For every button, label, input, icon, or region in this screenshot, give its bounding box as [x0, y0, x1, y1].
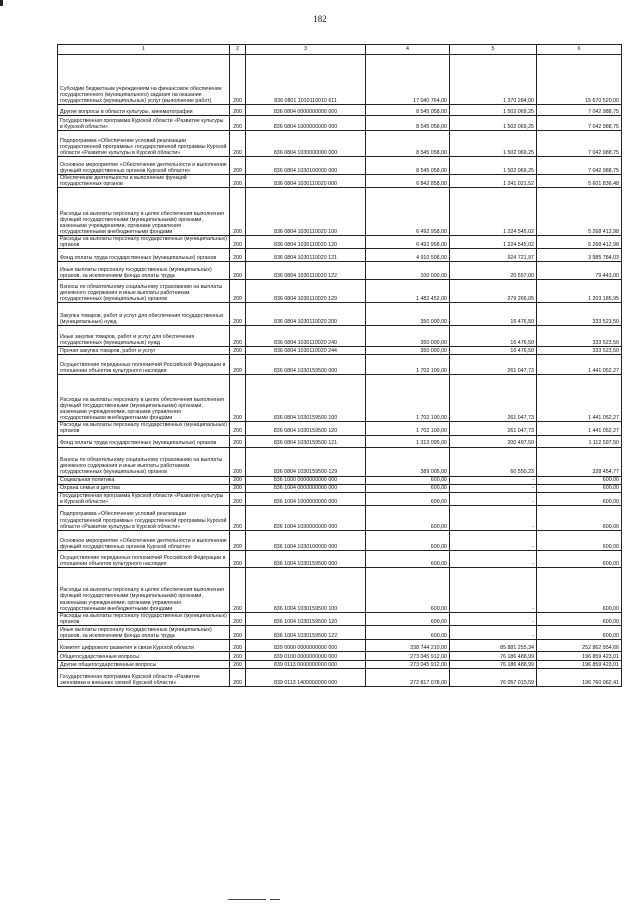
line-code: 200	[230, 435, 246, 447]
unexecuted-amount: 600,00	[537, 625, 622, 639]
row-name: Расходы на выплаты персоналу в целях обеспечения выполнения функций государственными (муниципальными) органами, казенными учреждениями, органами управления государственными внебюджетными фондами	[58, 375, 230, 422]
column-number: 6	[537, 45, 622, 55]
executed-amount: -	[450, 484, 537, 492]
unexecuted-amount: 333 523,50	[537, 303, 622, 326]
unexecuted-amount: 600,00	[537, 505, 622, 530]
row-name: Обеспечение деятельности и выполнение функций государственных органов	[58, 175, 230, 188]
approved-amount: 338 744 210,00	[366, 639, 450, 651]
unexecuted-amount: 15 670 520,00	[537, 55, 622, 105]
approved-amount: 350 000,00	[366, 347, 450, 355]
approved-amount: 350 000,00	[366, 326, 450, 347]
budget-classification-code: 836 0804 1030000000 000	[246, 131, 366, 157]
column-number: 3	[246, 45, 366, 55]
approved-amount: 8 545 058,00	[366, 116, 450, 131]
budget-classification-code: 836 0804 1030110020 129	[246, 280, 366, 303]
approved-amount: 4 910 506,00	[366, 249, 450, 262]
executed-amount: 76 186 488,99	[450, 651, 537, 660]
line-code: 200	[230, 660, 246, 668]
approved-amount: 273 045 912,00	[366, 660, 450, 668]
table-row	[58, 567, 622, 612]
table-row	[58, 249, 622, 262]
row-name: Взносы по обязательному социальному страхованию на выплаты денежного содержания и иные выплаты работникам государственных (муниципальных) органов	[58, 447, 230, 476]
executed-amount: 85 881 255,34	[450, 639, 537, 651]
executed-amount: 76 186 488,99	[450, 660, 537, 668]
budget-classification-code: 836 0804 1030110020 200	[246, 303, 366, 326]
row-name: Общегосударственные вопросы	[58, 651, 230, 660]
budget-classification-code: 836 1004 1030159500 000	[246, 550, 366, 567]
table-row	[58, 435, 622, 447]
budget-classification-code: 836 1000 0000000000 000	[246, 476, 366, 484]
row-name: Фонд оплаты труда государственных (муниципальных) органов	[58, 435, 230, 447]
executed-amount: 1 502 069,25	[450, 131, 537, 157]
table-row	[58, 131, 622, 157]
executed-amount: 1 502 069,25	[450, 157, 537, 175]
executed-amount: 16 476,50	[450, 326, 537, 347]
unexecuted-amount: 1 203 185,95	[537, 280, 622, 303]
approved-amount: 1 702 100,00	[366, 355, 450, 375]
table-row	[58, 625, 622, 639]
approved-amount: 1 702 100,00	[366, 375, 450, 422]
unexecuted-amount: 196 760 062,41	[537, 668, 622, 686]
line-code: 200	[230, 505, 246, 530]
executed-amount: 200 497,50	[450, 435, 537, 447]
line-code: 200	[230, 550, 246, 567]
line-code: 200	[230, 236, 246, 249]
row-name: Осуществление переданных полномочий Российской Федерации в отношении объектов культурного наследия	[58, 355, 230, 375]
line-code: 200	[230, 105, 246, 116]
budget-classification-code: 836 0804 1030110020 240	[246, 326, 366, 347]
budget-table	[57, 44, 622, 687]
table-row	[58, 326, 622, 347]
unexecuted-amount: 196 859 423,01	[537, 660, 622, 668]
row-name: Расходы на выплаты персоналу государственных (муниципальных) органов	[58, 236, 230, 249]
unexecuted-amount: 5 268 412,98	[537, 236, 622, 249]
table-row	[58, 492, 622, 505]
approved-amount: 6 842 858,00	[366, 175, 450, 188]
unexecuted-amount: 600,00	[537, 492, 622, 505]
approved-amount: 600,00	[366, 476, 450, 484]
executed-amount: -	[450, 530, 537, 550]
column-number-row	[58, 45, 622, 55]
table-row	[58, 116, 622, 131]
budget-classification-code: 836 0801 1010110010 611	[246, 55, 366, 105]
budget-classification-code: 836 0804 1030159500 121	[246, 435, 366, 447]
budget-classification-code: 836 0804 1030159500 100	[246, 375, 366, 422]
line-code: 200	[230, 262, 246, 280]
line-code: 200	[230, 422, 246, 435]
table-row	[58, 550, 622, 567]
line-code: 200	[230, 157, 246, 175]
approved-amount: 17 040 764,00	[366, 55, 450, 105]
executed-amount: 60 550,23	[450, 447, 537, 476]
row-name: Расходы на выплаты персоналу государственных (муниципальных) органов	[58, 612, 230, 625]
executed-amount: 1 224 545,02	[450, 236, 537, 249]
line-code: 200	[230, 55, 246, 105]
row-name: Иные выплаты персоналу государственных (муниципальных) органов, за исключением фонда оплаты труда	[58, 262, 230, 280]
table-row	[58, 262, 622, 280]
line-code: 200	[230, 476, 246, 484]
row-name: Расходы на выплаты персоналу государственных (муниципальных) органов	[58, 422, 230, 435]
unexecuted-amount: 3 985 784,03	[537, 249, 622, 262]
footer-mark	[228, 899, 266, 900]
budget-classification-code: 836 0804 1030159500 129	[246, 447, 366, 476]
approved-amount: 389 005,00	[366, 447, 450, 476]
budget-classification-code: 836 0804 1030110020 244	[246, 347, 366, 355]
budget-classification-code: 836 1004 1030100000 000	[246, 530, 366, 550]
unexecuted-amount: 1 112 597,50	[537, 435, 622, 447]
line-code: 200	[230, 484, 246, 492]
row-name: Подпрограмма «Обеспечение условий реализации государственной программы» государственной программы Курской области «Развитие культуры в Курской области»	[58, 505, 230, 530]
unexecuted-amount: 1 441 052,27	[537, 422, 622, 435]
approved-amount: 1 702 100,00	[366, 422, 450, 435]
unexecuted-amount: 328 454,77	[537, 447, 622, 476]
table-row	[58, 612, 622, 625]
budget-classification-code: 836 1004 1030159500 100	[246, 567, 366, 612]
row-name: Закупка товаров, работ и услуг для обеспечения государственных (муниципальных) нужд	[58, 303, 230, 326]
line-code: 200	[230, 347, 246, 355]
row-name: Государственная программа Курской области «Развитие культуры в Курской области»	[58, 116, 230, 131]
row-name: Расходы на выплаты персоналу в целях обеспечения выполнения функций государственными (муниципальными) органами, казенными учреждениями, органами управления государственными внебюджетными фондами	[58, 567, 230, 612]
table-row	[58, 157, 622, 175]
row-name: Взносы по обязательному социальному страхованию на выплаты денежного содержания и иные выплаты работникам государственных (муниципальных) органов	[58, 280, 230, 303]
scan-edge-mark	[0, 0, 3, 6]
page-number: 182	[313, 14, 327, 24]
line-code: 200	[230, 249, 246, 262]
approved-amount: 600,00	[366, 612, 450, 625]
unexecuted-amount: 252 862 954,66	[537, 639, 622, 651]
table-row	[58, 55, 622, 105]
row-name: Охрана семьи и детства	[58, 484, 230, 492]
row-name: Прочая закупка товаров, работ и услуг	[58, 347, 230, 355]
unexecuted-amount: 600,00	[537, 484, 622, 492]
line-code: 200	[230, 131, 246, 157]
table-row	[58, 530, 622, 550]
unexecuted-amount: 7 042 988,75	[537, 157, 622, 175]
row-name: Субсидии бюджетным учреждениям на финансовое обеспечение государственного (муниципального) задания на оказание государственных (муниципальных) услуг (выполнение работ)	[58, 55, 230, 105]
unexecuted-amount: 79 443,00	[537, 262, 622, 280]
budget-classification-code: 836 1004 1030159500 120	[246, 612, 366, 625]
approved-amount: 350 000,00	[366, 303, 450, 326]
table-row	[58, 175, 622, 188]
budget-classification-code: 836 0804 1030159500 120	[246, 422, 366, 435]
unexecuted-amount: 333 523,50	[537, 347, 622, 355]
budget-classification-code: 836 0804 1030110020 121	[246, 249, 366, 262]
row-name: Государственная программа Курской области «Развитие культуры в Курской области»	[58, 492, 230, 505]
executed-amount: 261 047,73	[450, 422, 537, 435]
unexecuted-amount: 1 441 052,27	[537, 375, 622, 422]
executed-amount: 1 224 545,02	[450, 188, 537, 236]
row-name: Расходы на выплаты персоналу в целях обеспечения выполнения функций государственными (муниципальными) органами, казенными учреждениями, органами управления государственными внебюджетными фондами	[58, 188, 230, 236]
unexecuted-amount: 5 268 412,98	[537, 188, 622, 236]
line-code: 200	[230, 567, 246, 612]
line-code: 200	[230, 612, 246, 625]
line-code: 200	[230, 668, 246, 686]
row-name: Иные закупки товаров, работ и услуг для обеспечения государственных (муниципальных) нужд	[58, 326, 230, 347]
budget-classification-code: 839 0100 0000000000 000	[246, 651, 366, 660]
approved-amount: 600,00	[366, 492, 450, 505]
executed-amount: 16 476,50	[450, 303, 537, 326]
column-number: 4	[366, 45, 450, 55]
row-name: Иные выплаты персоналу государственных (муниципальных) органов, за исключением фонда оплаты труда	[58, 625, 230, 639]
executed-amount: 20 557,00	[450, 262, 537, 280]
budget-classification-code: 839 0113 0000000000 000	[246, 660, 366, 668]
column-number: 2	[230, 45, 246, 55]
approved-amount: 272 817 078,00	[366, 668, 450, 686]
unexecuted-amount: 7 042 988,75	[537, 131, 622, 157]
budget-classification-code: 836 1004 0000000000 000	[246, 484, 366, 492]
unexecuted-amount: 1 441 052,27	[537, 355, 622, 375]
line-code: 200	[230, 326, 246, 347]
budget-classification-code: 836 0804 1030110020 122	[246, 262, 366, 280]
budget-classification-code: 836 0804 1030159500 000	[246, 355, 366, 375]
line-code: 200	[230, 530, 246, 550]
approved-amount: 600,00	[366, 530, 450, 550]
executed-amount: 279 266,05	[450, 280, 537, 303]
row-name: Комитет цифрового развития и связи Курской области	[58, 639, 230, 651]
line-code: 200	[230, 303, 246, 326]
budget-classification-code: 839 0113 1400000000 000	[246, 668, 366, 686]
line-code: 200	[230, 639, 246, 651]
executed-amount: -	[450, 550, 537, 567]
approved-amount: 600,00	[366, 567, 450, 612]
budget-classification-code: 836 0804 1030110020 100	[246, 188, 366, 236]
unexecuted-amount: 600,00	[537, 612, 622, 625]
table-row	[58, 422, 622, 435]
approved-amount: 6 492 958,00	[366, 188, 450, 236]
approved-amount: 1 313 095,00	[366, 435, 450, 447]
budget-classification-code: 836 0804 1000000000 000	[246, 116, 366, 131]
footer-mark	[270, 899, 280, 900]
unexecuted-amount: 7 042 988,75	[537, 116, 622, 131]
table-row	[58, 651, 622, 660]
approved-amount: 600,00	[366, 505, 450, 530]
table-row	[58, 639, 622, 651]
row-name: Государственная программа Курской области «Развитие экономики и внешних связей Курской области»	[58, 668, 230, 686]
row-name: Социальная политика	[58, 476, 230, 484]
table-row	[58, 347, 622, 355]
approved-amount: 600,00	[366, 550, 450, 567]
executed-amount: 16 476,50	[450, 347, 537, 355]
approved-amount: 8 545 058,00	[366, 131, 450, 157]
table-row	[58, 303, 622, 326]
row-name: Подпрограмма «Обеспечение условий реализации государственной программы» государственной программы Курской области «Развитие культуры в Курской области»	[58, 131, 230, 157]
executed-amount: 924 721,97	[450, 249, 537, 262]
line-code: 200	[230, 188, 246, 236]
executed-amount: 261 047,73	[450, 355, 537, 375]
approved-amount: 600,00	[366, 484, 450, 492]
table-row	[58, 447, 622, 476]
approved-amount: 600,00	[366, 625, 450, 639]
row-name: Другие вопросы в области культуры, кинематографии	[58, 105, 230, 116]
line-code: 200	[230, 280, 246, 303]
executed-amount: 1 502 069,25	[450, 116, 537, 131]
approved-amount: 8 545 058,00	[366, 105, 450, 116]
line-code: 200	[230, 375, 246, 422]
budget-classification-code: 836 1004 1030000000 000	[246, 505, 366, 530]
executed-amount: 1 241 021,52	[450, 175, 537, 188]
table-row	[58, 236, 622, 249]
budget-classification-code: 836 0804 1030110020 000	[246, 175, 366, 188]
row-name: Осуществление переданных полномочий Российской Федерации в отношении объектов культурного наследия	[58, 550, 230, 567]
table-row	[58, 668, 622, 686]
executed-amount: 1 502 069,25	[450, 105, 537, 116]
row-name: Другие общегосударственные вопросы	[58, 660, 230, 668]
approved-amount: 8 545 058,00	[366, 157, 450, 175]
table-row	[58, 660, 622, 668]
table-row	[58, 476, 622, 484]
budget-classification-code: 836 1004 1000000000 000	[246, 492, 366, 505]
budget-classification-code: 836 1004 1030159500 122	[246, 625, 366, 639]
executed-amount: -	[450, 625, 537, 639]
approved-amount: 1 482 452,00	[366, 280, 450, 303]
unexecuted-amount: 7 042 988,75	[537, 105, 622, 116]
approved-amount: 100 000,00	[366, 262, 450, 280]
column-number: 5	[450, 45, 537, 55]
line-code: 200	[230, 355, 246, 375]
table-row	[58, 280, 622, 303]
unexecuted-amount: 600,00	[537, 550, 622, 567]
table-row	[58, 375, 622, 422]
executed-amount: -	[450, 492, 537, 505]
line-code: 200	[230, 116, 246, 131]
table-row	[58, 505, 622, 530]
unexecuted-amount: 196 859 423,01	[537, 651, 622, 660]
row-name: Фонд оплаты труда государственных (муниципальных) органов	[58, 249, 230, 262]
executed-amount: 1 370 284,00	[450, 55, 537, 105]
column-number: 1	[58, 45, 230, 55]
executed-amount: -	[450, 505, 537, 530]
table-row	[58, 188, 622, 236]
table-row	[58, 484, 622, 492]
table-row	[58, 105, 622, 116]
budget-classification-code: 839 0000 0000000000 000	[246, 639, 366, 651]
unexecuted-amount: 5 601 836,48	[537, 175, 622, 188]
line-code: 200	[230, 447, 246, 476]
approved-amount: 6 492 958,00	[366, 236, 450, 249]
unexecuted-amount: 600,00	[537, 530, 622, 550]
line-code: 200	[230, 175, 246, 188]
budget-classification-code: 836 0804 1030110020 120	[246, 236, 366, 249]
budget-classification-code: 836 0804 0000000000 000	[246, 105, 366, 116]
executed-amount: -	[450, 612, 537, 625]
unexecuted-amount: 600,00	[537, 567, 622, 612]
row-name: Основное мероприятие «Обеспечение деятельности и выполнение функций государственных органов Курской области»	[58, 157, 230, 175]
executed-amount: 261 047,73	[450, 375, 537, 422]
line-code: 200	[230, 651, 246, 660]
table-row	[58, 355, 622, 375]
line-code: 200	[230, 492, 246, 505]
executed-amount: -	[450, 567, 537, 612]
unexecuted-amount: 600,00	[537, 476, 622, 484]
budget-classification-code: 836 0804 1030100000 000	[246, 157, 366, 175]
approved-amount: 273 045 912,00	[366, 651, 450, 660]
executed-amount: 76 057 015,59	[450, 668, 537, 686]
executed-amount: -	[450, 476, 537, 484]
row-name: Основное мероприятие «Обеспечение деятельности и выполнение функций государственных органов Курской области»	[58, 530, 230, 550]
unexecuted-amount: 333 523,50	[537, 326, 622, 347]
line-code: 200	[230, 625, 246, 639]
